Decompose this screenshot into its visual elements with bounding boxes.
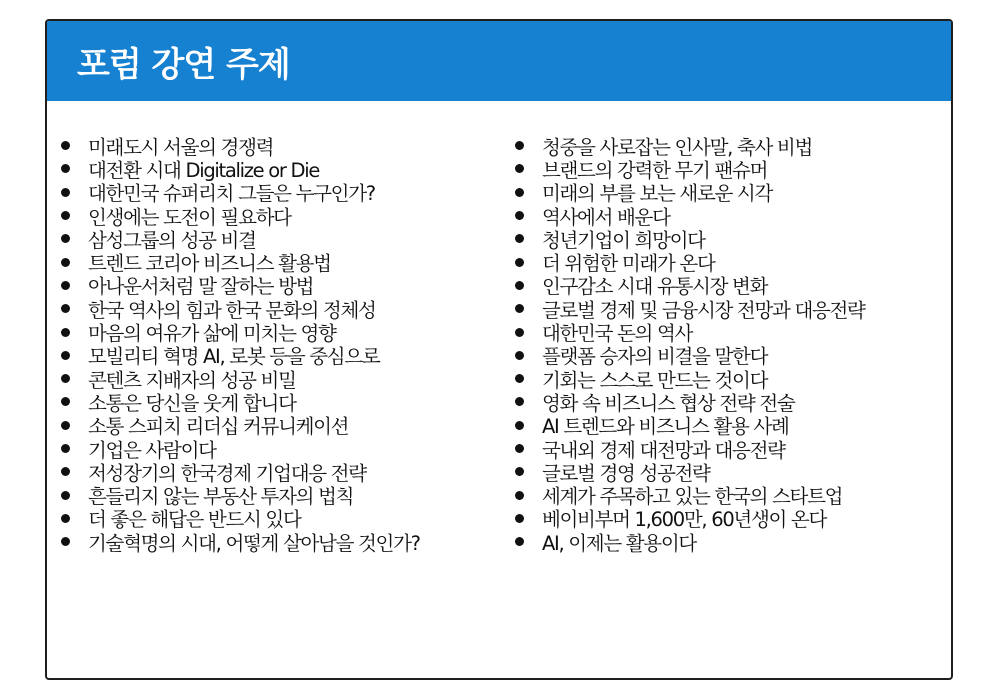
list-item	[59, 414, 513, 437]
list-item	[513, 414, 951, 437]
bullet-icon	[61, 281, 70, 290]
bullet-icon	[61, 258, 70, 267]
card-title: 포럼 강연 주제	[77, 44, 290, 85]
bullet-icon	[61, 328, 70, 337]
bullet-icon	[515, 514, 524, 523]
list-item	[513, 437, 951, 460]
right-topic-list	[513, 134, 951, 553]
list-item	[513, 460, 951, 483]
bullet-icon	[61, 421, 70, 430]
topic-label: 글로벌 경제 및 금융시장 전망과 대응전략	[541, 298, 865, 322]
topic-label: 더 위험한 미래가 온다	[541, 252, 715, 276]
list-item	[59, 274, 513, 297]
list-item	[513, 181, 951, 204]
list-item	[59, 181, 513, 204]
topic-label: 모빌리티 혁명 AI, 로봇 등을 중심으로	[88, 345, 380, 369]
topic-label: 역사에서 배운다	[541, 205, 670, 229]
list-item	[513, 157, 951, 180]
topic-label: 브랜드의 강력한 무기 팬슈머	[541, 158, 768, 182]
list-item	[513, 344, 951, 367]
list-item	[59, 483, 513, 509]
list-item	[59, 390, 513, 413]
topic-label: 영화 속 비즈니스 협상 전략 전술	[541, 391, 795, 415]
topic-label: 기회는 스스로 만드는 것이다	[541, 368, 768, 392]
bullet-icon	[61, 444, 70, 453]
topic-label: 플랫폼 승자의 비결을 말한다	[541, 345, 768, 369]
topic-label: 저성장기의 한국경제 기업대응 전략	[88, 461, 366, 485]
list-item	[513, 367, 951, 390]
list-item	[59, 250, 513, 276]
bullet-icon	[61, 491, 70, 500]
topic-label: 삼성그룹의 성공 비결	[88, 228, 256, 252]
list-item	[59, 297, 513, 320]
list-item	[513, 204, 951, 227]
bullet-icon	[515, 397, 524, 406]
topic-label: 인생에는 도전이 필요하다	[88, 205, 291, 229]
topic-label: AI, 이제는 활용이다	[541, 531, 696, 555]
bullet-icon	[515, 234, 524, 243]
bullet-icon	[61, 467, 70, 476]
bullet-icon	[61, 304, 70, 313]
card-header	[47, 21, 951, 101]
bullet-icon	[515, 188, 524, 197]
bullet-icon	[61, 351, 70, 360]
topics-card	[45, 19, 953, 680]
topic-label: 대한민국 돈의 역사	[541, 322, 693, 346]
list-item	[513, 530, 951, 553]
topic-label: 더 좋은 해답은 반드시 있다	[88, 508, 301, 532]
bullet-icon	[61, 164, 70, 173]
list-item	[513, 483, 951, 509]
topic-label: 흔들리지 않는 부동산 투자의 법칙	[88, 485, 354, 509]
bullet-icon	[61, 211, 70, 220]
topic-label: 청년기업이 희망이다	[541, 228, 705, 252]
bullet-icon	[515, 444, 524, 453]
list-item	[59, 530, 513, 553]
topic-label: 대전환 시대 Digitalize or Die	[88, 158, 320, 182]
list-item	[59, 437, 513, 460]
bullet-icon	[61, 234, 70, 243]
topics-columns	[59, 134, 951, 553]
topic-label: 미래도시 서울의 경쟁력	[88, 135, 274, 159]
topic-label: 국내외 경제 대전망과 대응전략	[541, 438, 785, 462]
list-item	[513, 390, 951, 413]
topic-label: 미래의 부를 보는 새로운 시각	[541, 182, 773, 206]
bullet-icon	[515, 537, 524, 546]
bullet-icon	[515, 164, 524, 173]
topic-label: 기업은 사람이다	[88, 438, 216, 462]
bullet-icon	[515, 258, 524, 267]
topic-label: 한국 역사의 힘과 한국 문화의 정체성	[88, 298, 376, 322]
list-item	[513, 274, 951, 297]
list-item	[59, 227, 513, 250]
list-item	[59, 157, 513, 180]
topic-label: 소통 스피치 리더십 커뮤니케이션	[88, 415, 349, 439]
bullet-icon	[515, 421, 524, 430]
bullet-icon	[61, 537, 70, 546]
bullet-icon	[515, 374, 524, 383]
bullet-icon	[515, 211, 524, 220]
bullet-icon	[515, 281, 524, 290]
bullet-icon	[515, 351, 524, 360]
list-item	[59, 204, 513, 227]
bullet-icon	[515, 304, 524, 313]
left-topic-list	[59, 134, 513, 553]
list-item	[59, 320, 513, 346]
bullet-icon	[515, 328, 524, 337]
topic-label: 인구감소 시대 유통시장 변화	[541, 275, 768, 299]
topic-label: 글로벌 경영 성공전략	[541, 461, 710, 485]
list-item	[513, 297, 951, 320]
list-item	[513, 320, 951, 346]
list-item	[59, 460, 513, 483]
list-item	[59, 507, 513, 530]
list-item	[513, 250, 951, 276]
topic-label: 기술혁명의 시대, 어떻게 살아남을 것인가?	[88, 531, 420, 555]
topic-label: 대한민국 슈퍼리치 그들은 누구인가?	[88, 182, 375, 206]
bullet-icon	[61, 397, 70, 406]
topic-label: 세계가 주목하고 있는 한국의 스타트업	[541, 485, 843, 509]
topic-label: 청중을 사로잡는 인사말, 축사 비법	[541, 135, 812, 159]
bullet-icon	[61, 514, 70, 523]
bullet-icon	[61, 188, 70, 197]
list-item	[513, 227, 951, 250]
list-item	[513, 134, 951, 157]
bullet-icon	[61, 141, 70, 150]
list-item	[59, 344, 513, 367]
topic-label: AI 트렌드와 비즈니스 활용 사례	[541, 415, 789, 439]
list-item	[513, 507, 951, 530]
list-item	[59, 134, 513, 157]
topic-label: 트렌드 코리아 비즈니스 활용법	[88, 252, 331, 276]
topic-label: 베이비부머 1,600만, 60년생이 온다	[541, 508, 827, 532]
topic-label: 소통은 당신을 웃게 합니다	[88, 391, 296, 415]
list-item	[59, 367, 513, 390]
topic-label: 콘텐츠 지배자의 성공 비밀	[88, 368, 296, 392]
bullet-icon	[61, 374, 70, 383]
topic-label: 아나운서처럼 말 잘하는 방법	[88, 275, 314, 299]
topic-label: 마음의 여유가 삶에 미치는 영향	[88, 322, 336, 346]
bullet-icon	[515, 491, 524, 500]
bullet-icon	[515, 467, 524, 476]
bullet-icon	[515, 141, 524, 150]
